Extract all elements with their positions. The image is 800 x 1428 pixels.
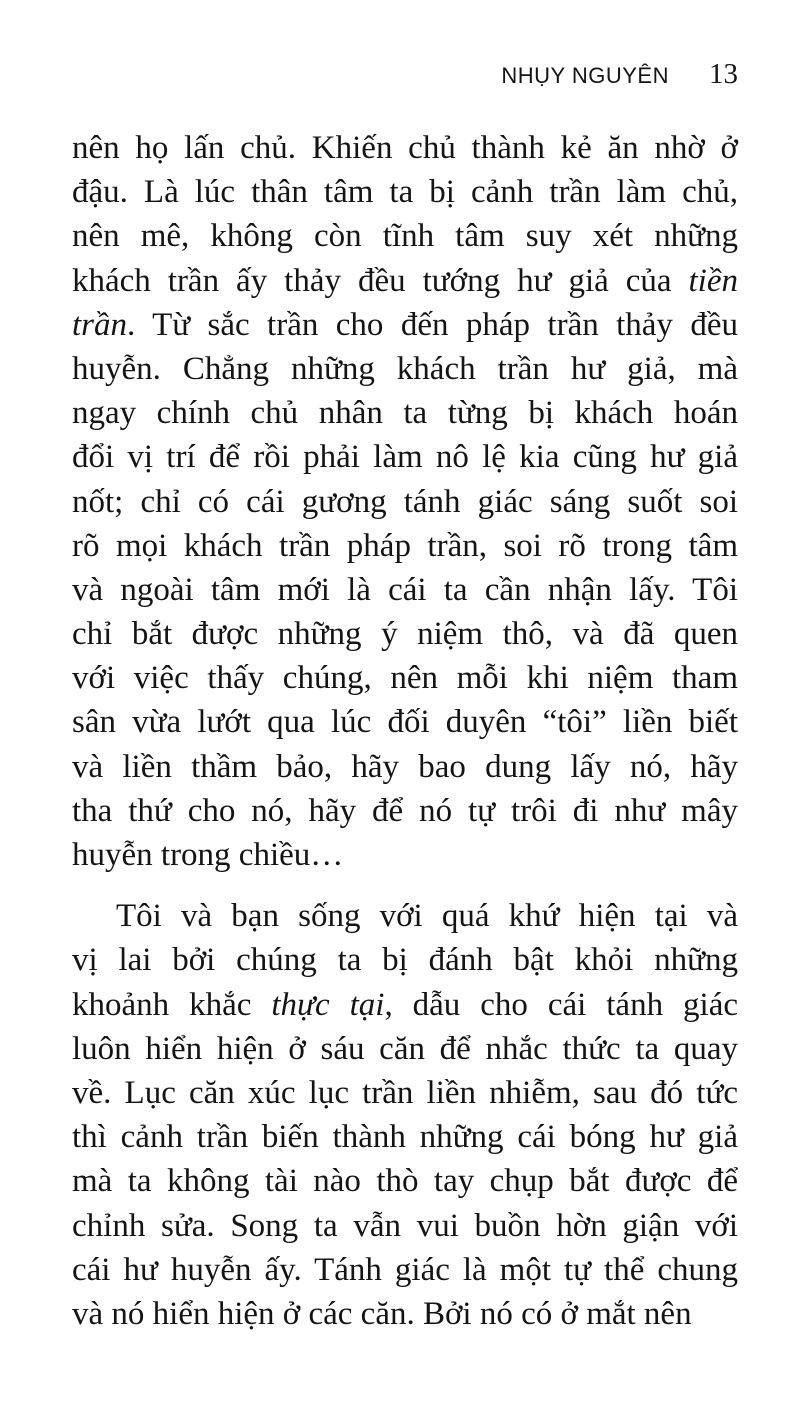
text-line (72, 789, 738, 833)
text-line (72, 1248, 738, 1292)
text-line (72, 612, 738, 656)
italic-text: tiền (688, 262, 738, 299)
text-segment: khách trần ấy thảy đều tướng hư giả của (72, 262, 689, 299)
text-line (72, 894, 738, 938)
text-line (72, 259, 738, 303)
text-segment: chỉnh sửa. Song ta vẫn vui buồn hờn giận với (72, 1207, 738, 1244)
text-segment: tha thứ cho nó, hãy để nó tự trôi đi như mây (72, 792, 738, 829)
text-segment: nốt; chỉ có cái gương tánh giác sáng suốt soi (72, 483, 738, 520)
text-line (72, 745, 738, 789)
text-segment: cái hư huyễn ấy. Tánh giác là một tự thể chung (72, 1251, 738, 1288)
body-text (72, 126, 738, 1336)
text-line (72, 938, 738, 982)
text-line (72, 1115, 738, 1159)
text-line (72, 983, 738, 1027)
text-segment: với việc thấy chúng, nên mỗi khi niệm tham (72, 660, 738, 697)
text-line (72, 347, 738, 391)
text-line (72, 524, 738, 568)
italic-text: thực tại (271, 986, 385, 1023)
text-line (72, 656, 738, 700)
text-segment: huyễn. Chẳng những khách trần hư giả, mà (72, 350, 738, 387)
italic-text: trần (72, 306, 128, 343)
text-line (72, 170, 738, 214)
text-line (72, 214, 738, 258)
text-line (72, 1204, 738, 1248)
text-segment: , dẫu cho cái tánh giác (384, 986, 738, 1023)
paragraph (72, 894, 738, 1336)
text-line (72, 126, 738, 170)
text-segment: ngay chính chủ nhân ta từng bị khách hoán (72, 395, 738, 432)
text-segment: sân vừa lướt qua lúc đối duyên “tôi” liền biết (72, 704, 738, 741)
text-segment: chỉ bắt được những ý niệm thô, và đã quen (72, 616, 738, 653)
text-line (72, 833, 738, 877)
text-line (72, 1159, 738, 1203)
text-segment: nên họ lấn chủ. Khiến chủ thành kẻ ăn nhờ ở (72, 130, 738, 166)
text-line (72, 1292, 738, 1336)
text-line (72, 303, 738, 347)
text-segment: về. Lục căn xúc lục trần liền nhiễm, sau đó tức (72, 1074, 738, 1111)
text-line (72, 568, 738, 612)
text-segment: và ngoài tâm mới là cái ta cần nhận lấy. Tôi (72, 571, 738, 608)
text-segment: nên mê, không còn tĩnh tâm suy xét những (72, 218, 738, 255)
page-number: 13 (709, 58, 738, 90)
text-segment: rõ mọi khách trần pháp trần, soi rõ trong tâm (72, 527, 738, 564)
author-name: NHỤY NGUYÊN (501, 63, 669, 88)
text-line (72, 700, 738, 744)
text-segment: . Từ sắc trần cho đến pháp trần thảy đều (127, 306, 738, 343)
paragraph (72, 126, 738, 877)
text-line (72, 1027, 738, 1071)
text-segment: và nó hiển hiện ở các căn. Bởi nó có ở mắt nên (72, 1295, 692, 1332)
text-segment: Tôi và bạn sống với quá khứ hiện tại và (116, 898, 738, 935)
text-segment: khoảnh khắc (72, 986, 272, 1023)
text-segment: thì cảnh trần biến thành những cái bóng hư giả (72, 1119, 738, 1156)
text-segment: mà ta không tài nào thò tay chụp bắt được để (72, 1163, 738, 1200)
text-segment: và liền thầm bảo, hãy bao dung lấy nó, hãy (72, 748, 738, 785)
text-line (72, 391, 738, 435)
text-segment: huyễn trong chiều… (72, 837, 344, 873)
text-segment: luôn hiển hiện ở sáu căn để nhắc thức ta quay (72, 1030, 738, 1067)
text-line (72, 435, 738, 479)
text-line (72, 1071, 738, 1115)
text-segment: vị lai bởi chúng ta bị đánh bật khỏi những (72, 942, 738, 979)
text-segment: đậu. Là lúc thân tâm ta bị cảnh trần làm chủ, (72, 174, 738, 211)
running-header (501, 58, 738, 91)
text-line (72, 480, 738, 524)
text-segment: đổi vị trí để rồi phải làm nô lệ kia cũng hư giả (72, 439, 738, 476)
